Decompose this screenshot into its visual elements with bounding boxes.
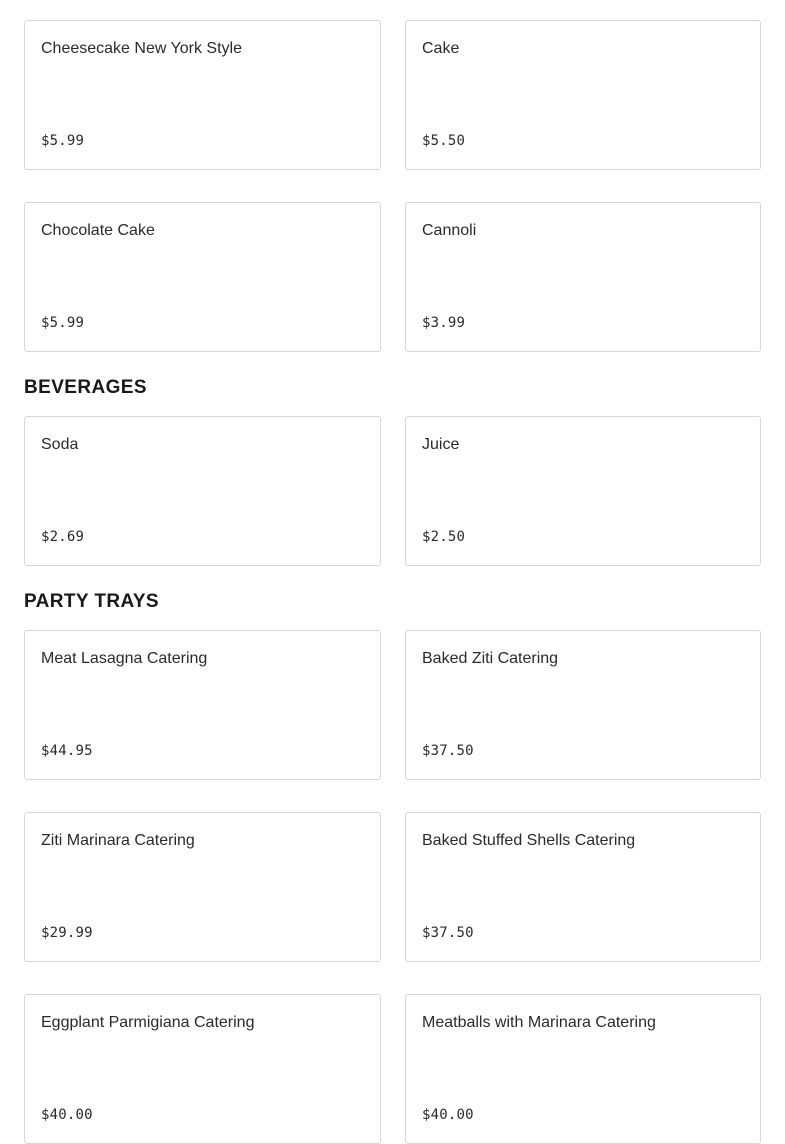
menu-item-price: $5.50 <box>422 133 466 149</box>
menu-item-name: Meat Lasagna Catering <box>41 650 208 667</box>
menu-item-name: Baked Stuffed Shells Catering <box>422 832 636 849</box>
menu-item-name: Baked Ziti Catering <box>422 650 559 667</box>
menu-item-card[interactable] <box>24 994 381 1144</box>
menu-item-price: $44.95 <box>41 743 93 759</box>
menu-item-price: $2.50 <box>422 529 466 545</box>
menu-item-card[interactable] <box>24 416 381 566</box>
menu-item-name: Meatballs with Marinara Catering <box>422 1014 656 1031</box>
menu-item-grid <box>24 630 761 1144</box>
menu-item-price: $2.69 <box>41 529 85 545</box>
menu-item-grid <box>24 20 761 352</box>
menu-item-price: $5.99 <box>41 315 85 331</box>
menu-item-card[interactable] <box>24 20 381 170</box>
menu-item-name: Soda <box>41 436 79 453</box>
menu-item-card[interactable] <box>405 202 761 352</box>
menu-item-price: $29.99 <box>41 925 93 941</box>
menu-section-beverages <box>24 377 761 566</box>
menu-item-name: Ziti Marinara Catering <box>41 832 195 849</box>
menu-item-name: Juice <box>422 436 460 453</box>
menu-item-card[interactable] <box>405 416 761 566</box>
menu-item-card[interactable] <box>405 630 761 780</box>
menu-item-card[interactable] <box>24 812 381 962</box>
menu-item-card[interactable] <box>405 812 761 962</box>
menu-item-price: $40.00 <box>422 1107 474 1123</box>
menu-item-name: Eggplant Parmigiana Catering <box>41 1014 255 1031</box>
menu-item-card[interactable] <box>405 20 761 170</box>
menu-item-name: Cannoli <box>422 222 477 239</box>
menu-section-desserts <box>24 20 761 352</box>
menu-item-price: $40.00 <box>41 1107 93 1123</box>
menu-item-price: $37.50 <box>422 743 474 759</box>
menu-item-card[interactable] <box>405 994 761 1144</box>
menu-item-card[interactable] <box>24 630 381 780</box>
menu-item-card[interactable] <box>24 202 381 352</box>
menu-item-name: Cheesecake New York Style <box>41 40 242 57</box>
menu-section-party-trays <box>24 591 761 1144</box>
menu-item-name: Chocolate Cake <box>41 222 155 239</box>
menu-item-price: $5.99 <box>41 133 85 149</box>
menu-item-grid <box>24 416 761 566</box>
section-title: PARTY TRAYS <box>24 591 159 612</box>
menu-item-name: Cake <box>422 40 460 57</box>
menu-item-price: $37.50 <box>422 925 474 941</box>
section-title: BEVERAGES <box>24 377 147 398</box>
menu-item-price: $3.99 <box>422 315 466 331</box>
